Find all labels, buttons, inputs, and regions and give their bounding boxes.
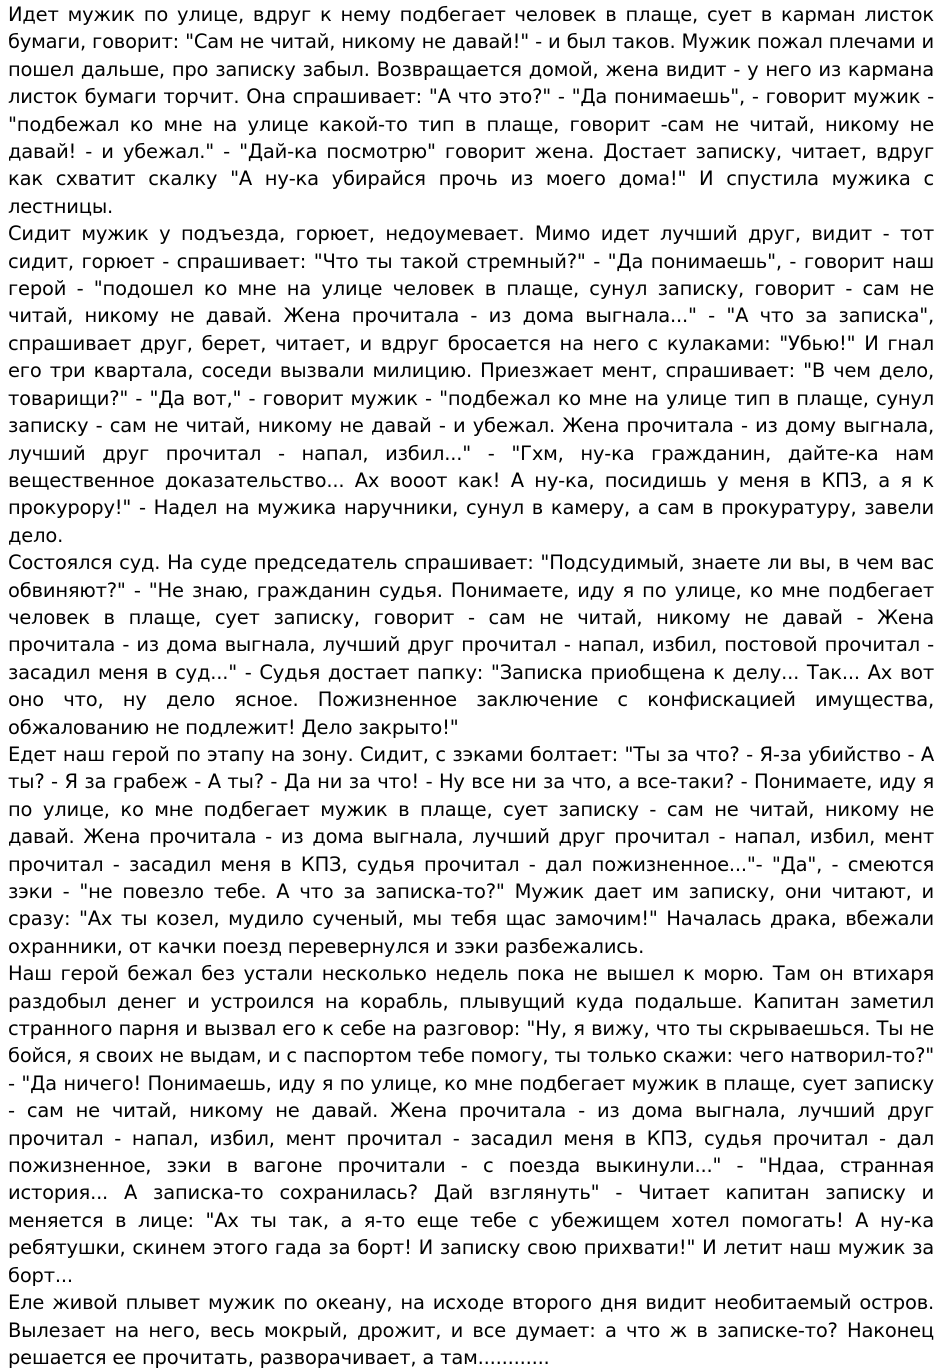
paragraph-4: Едет наш герой по этапу на зону. Сидит, с зэками болтает: "Ты за что? - Я-за убийство - А ты? - Я за грабеж - А ты? - Да ни за что! - Ну все ни за что, а все-таки? - Понимаете, иду я по улице, ко мне подбегает мужик в плаще, сует записку - сам не читай, никому не давай. Жена прочитала - из дома выгнала, лучший друг прочитал - напал, избил, мент прочитал - засадил меня в КПЗ, судья прочитал - дал пожизненное..."- "Да", - смеются зэки - "не повезло тебе. А что за записка-то?" Мужик дает им записку, они читают, и сразу: "Ах ты козел, мудило сученый, мы тебя щас замочим!" Началась драка, вбежали охранники, от качки поезд перевернулся и зэки разбежались. [8, 742, 934, 958]
paragraph-5: Наш герой бежал без устали несколько недель пока не вышел к морю. Там он втихаря раздобыл денег и устроился на корабль, плывущий куда подальше. Капитан заметил странного парня и вызвал его к себе на разговор: "Ну, я вижу, что ты скрываешься. Ты не бойся, я своих не выдам, и с паспортом тебе помогу, ты только скажи: чего натворил-то?" - "Да ничего! Понимаешь, иду я по улице, ко мне подбегает мужик в плаще, сует записку - сам не читай, никому не давай. Жена прочитала - из дома выгнала, лучший друг прочитал - напал, избил, мент прочитал - засадил меня в КПЗ, судья прочитал - дал пожизненное, зэки в вагоне прочитали - с поезда выкинули..." - "Ндаа, странная история... А записка-то сохранилась? Дай взглянуть" - Читает капитан записку и меняется в лице: "Ах ты так, а я-то еще тебе с убежищем хотел помогать! А ну-ка ребятушки, скинем этого гада за борт! И записку свою прихвати!" И летит наш мужик за борт... [8, 962, 934, 1287]
paragraph-2: Сидит мужик у подъезда, горюет, недоумевает. Мимо идет лучший друг, видит - тот сидит, горюет - спрашивает: "Что ты такой стремный?" - "Да понимаешь", - говорит наш герой - "подошел ко мне на улице человек в плаще, сунул записку, говорит - сам не читай, никому не давай. Жена прочитала - из дома выгнала..." - "А что за записка", спрашивает друг, берет, читает, и вдруг бросается на него с кулаками: "Убью!" И гнал его три квартала, соседи вызвали милицию. Приезжает мент, спрашивает: "В чем дело, товарищи?" - "Да вот," - говорит мужик - "подбежал ко мне на улице тип в плаще, сунул записку - сам не читай, никому не давай - и убежал. Жена прочитала - из дому выгнала, лучший друг прочитал - напал, избил..." - "Гхм, ну-ка гражданин, дайте-ка нам вещественное доказательство... Ах вооот как! А ну-ка, посидишь у меня в КПЗ, а я к прокурору!" - Надел на мужика наручники, сунул в камеру, а сам в прокуратуру, завели дело. [8, 222, 934, 547]
paragraph-1: Идет мужик по улице, вдруг к нему подбегает человек в плаще, сует в карман листок бумаги, говорит: "Сам не читай, никому не давай!" - и был таков. Мужик пожал плечами и пошел дальше, про записку забыл. Возвращается домой, жена видит - у него из кармана листок бумаги торчит. Она спрашивает: "А что это?" - "Да понимаешь", - говорит мужик - "подбежал ко мне на улице какой-то тип в плаще, говорит -сам не читай, никому не давай! - и убежал." - "Дай-ка посмотрю" говорит жена. Достает записку, читает, вдруг как схватит скалку "А ну-ка убирайся прочь из моего дома!" И спустила мужика с лестницы. [8, 3, 934, 218]
paragraph-3: Состоялся суд. На суде председатель спрашивает: "Подсудимый, знаете ли вы, в чем вас обвиняют?" - "Не знаю, гражданин судья. Понимаете, иду я по улице, ко мне подбегает человек в плаще, сует записку, говорит - сам не читай, никому не давай - Жена прочитала - из дома выгнала, лучший друг прочитал - напал, избил, постовой прочитал - засадил меня в суд..." - Судья достает папку: "Записка приобщена к делу... Так... Ах вот оно что, ну дело ясное. Пожизненное заключение с конфискацией имущества, обжалованию не подлежит! Дело закрыто!" [8, 551, 934, 739]
paragraph-6: Еле живой плывет мужик по океану, на исходе второго дня видит необитаемый остров. Вылезает на него, весь мокрый, дрожит, и все думает: а что ж в записке-то? Наконец решается ее прочитать, разворачивает, а там............ [8, 1291, 934, 1369]
story-text [8, 1, 934, 1371]
